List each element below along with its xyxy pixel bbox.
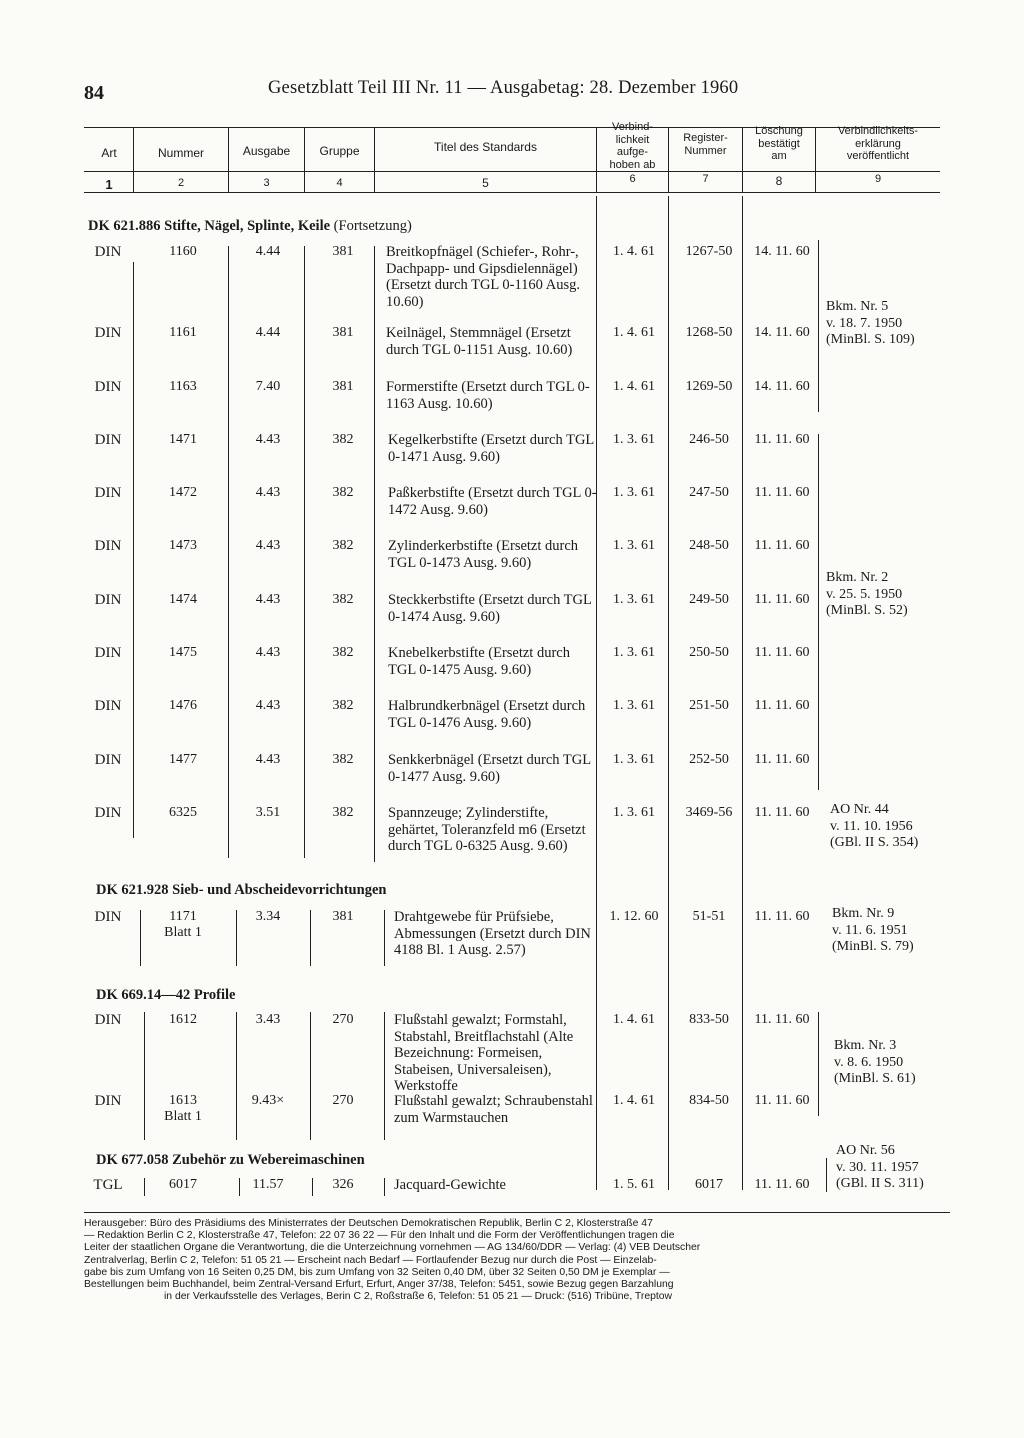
footer-line: Leiter der staatlichen Organe die Verantwortung, die die Unterzeichnung vornehmen — AG 134/60/DDR — Verlag: (4) VEB Deutscher xyxy=(84,1242,701,1254)
footer-line: Zentralverlag, Berlin C 2, Telefon: 51 05 21 — Erscheint nach Bedarf — Fortlaufender Bezug nur durch die Post — Einzelab- xyxy=(84,1254,657,1266)
row-aufgehoben: 1. 4. 61 xyxy=(613,379,655,394)
row-nummer: 1476 xyxy=(169,698,197,713)
imprint-footer xyxy=(84,1218,950,1303)
row-loeschung: 14. 11. 60 xyxy=(754,379,810,394)
row-nummer: 1473 xyxy=(169,538,197,553)
footer-line: in der Verkaufsstelle des Verlages, Berin C 2, Roßstraße 6, Telefon: 51 05 21 — Druck: (516) Tribüne, Treptow xyxy=(164,1291,673,1303)
row-aufgehoben: 1. 3. 61 xyxy=(613,698,655,713)
note-line: Bkm. Nr. 5 xyxy=(826,299,889,314)
col-header-verbindlichkeit: Verbindlichkeits- erklärung veröffentlicht xyxy=(837,125,919,162)
note-line: (MinBl. S. 109) xyxy=(826,332,915,347)
row-aufgehoben: 1. 4. 61 xyxy=(613,244,655,259)
row-art: DIN xyxy=(94,698,122,714)
row-art: DIN xyxy=(94,1012,122,1028)
col-header-aufgehoben: Verbind- lichkeit aufge- hoben ab xyxy=(609,121,656,171)
note-block xyxy=(826,570,908,620)
row-aufgehoben: 1. 3. 61 xyxy=(613,805,655,820)
col-header-gruppe: Gruppe xyxy=(319,144,360,158)
row-ausgabe: 9.43× xyxy=(251,1093,285,1108)
row-ausgabe: 7.40 xyxy=(255,379,281,394)
row-aufgehoben: 1. 3. 61 xyxy=(613,645,655,660)
row-nummer: 1161 xyxy=(169,325,197,340)
row-gruppe: 326 xyxy=(332,1177,354,1192)
row-title: Paßkerbstifte (Ersetzt durch TGL 0-1472 Ausg. 9.60) xyxy=(388,485,597,518)
row-gruppe: 382 xyxy=(332,432,354,447)
note-line: v. 18. 7. 1950 xyxy=(826,315,903,331)
row-loeschung: 11. 11. 60 xyxy=(754,645,810,660)
note-line: (GBl. II S. 354) xyxy=(830,835,919,850)
row-register: 252-50 xyxy=(689,752,729,767)
row-nummer: 1471 xyxy=(169,432,197,447)
page-title: Gesetzblatt Teil III Nr. 11 — Ausgabetag: 28. Dezember 1960 xyxy=(268,78,739,98)
row-nummer: 1613 Blatt 1 xyxy=(164,1093,202,1124)
row-gruppe: 382 xyxy=(332,592,354,607)
note-line: Bkm. Nr. 3 xyxy=(834,1038,897,1053)
col-number: 5 xyxy=(482,176,489,190)
note-block xyxy=(834,1038,916,1088)
row-art: DIN xyxy=(94,379,122,395)
column-rule xyxy=(384,910,385,966)
column-rule xyxy=(228,246,229,858)
note-block xyxy=(836,1143,924,1193)
footer-rule xyxy=(84,1212,950,1213)
row-register: 6017 xyxy=(695,1177,723,1192)
section-suffix: (Fortsetzung) xyxy=(330,218,412,234)
row-nummer: 1472 xyxy=(169,485,197,500)
note-line: AO Nr. 44 xyxy=(830,802,889,817)
col-header-ausgabe: Ausgabe xyxy=(242,144,291,158)
column-rule xyxy=(304,246,305,858)
row-nummer: 1163 xyxy=(169,379,197,394)
row-title: Steckkerbstifte (Ersetzt durch TGL 0-1474 Ausg. 9.60) xyxy=(388,592,592,625)
column-rule xyxy=(374,246,375,862)
row-gruppe: 382 xyxy=(332,752,354,767)
row-aufgehoben: 1. 4. 61 xyxy=(613,1012,655,1027)
note-block xyxy=(826,299,915,349)
note-block xyxy=(832,906,914,956)
col-number: 8 xyxy=(775,174,783,188)
row-aufgehoben: 1. 4. 61 xyxy=(613,325,655,340)
row-aufgehoben: 1. 3. 61 xyxy=(613,485,655,500)
header-bottom-rule xyxy=(84,192,940,193)
row-loeschung: 11. 11. 60 xyxy=(754,538,810,553)
row-loeschung: 11. 11. 60 xyxy=(754,752,810,767)
row-aufgehoben: 1. 3. 61 xyxy=(613,538,655,553)
row-ausgabe: 4.43 xyxy=(255,592,281,607)
row-title: Flußstahl gewalzt; Schraubenstahl zum Warmstauchen xyxy=(394,1093,593,1126)
note-line: (MinBl. S. 61) xyxy=(834,1071,916,1086)
row-title: Jacquard-Gewichte xyxy=(394,1177,506,1193)
row-ausgabe: 4.43 xyxy=(255,538,281,553)
row-title: Senkkerbnägel (Ersetzt durch TGL 0-1477 Ausg. 9.60) xyxy=(388,752,591,785)
row-title: Spannzeuge; Zylinderstifte, gehärtet, Toleranzfeld m6 (Ersetzt durch TGL 0-6325 Ausg. 9.60) xyxy=(388,805,586,854)
row-art: DIN xyxy=(94,645,122,661)
row-aufgehoben: 1. 3. 61 xyxy=(613,592,655,607)
note-line: v. 8. 6. 1950 xyxy=(834,1054,904,1070)
column-rule xyxy=(310,910,311,966)
section-code: DK 621.886 Stifte, Nägel, Splinte, Keile xyxy=(88,218,331,234)
note-line: v. 25. 5. 1950 xyxy=(826,586,903,602)
row-nummer: 1475 xyxy=(169,645,197,660)
column-rule xyxy=(384,1012,385,1140)
row-art: DIN xyxy=(94,325,122,341)
row-ausgabe: 4.44 xyxy=(255,325,281,340)
row-art: DIN xyxy=(94,244,122,260)
row-gruppe: 382 xyxy=(332,698,354,713)
col-header-art: Art xyxy=(101,146,117,160)
row-loeschung: 11. 11. 60 xyxy=(754,1012,810,1027)
row-register: 247-50 xyxy=(689,485,729,500)
row-register: 250-50 xyxy=(689,645,729,660)
row-register: 833-50 xyxy=(689,1012,729,1027)
col-number: 1 xyxy=(105,177,113,192)
row-loeschung: 14. 11. 60 xyxy=(754,244,810,259)
row-title: Knebelkerbstifte (Ersetzt durch TGL 0-1475 Ausg. 9.60) xyxy=(388,645,570,678)
note-line: v. 30. 11. 1957 xyxy=(836,1159,919,1175)
footer-line: gabe bis zum Umfang von 16 Seiten 0,25 DM, bis zum Umfang von 32 Seiten 0,40 DM, über 32 Seiten 0,50 DM je Exemplar — xyxy=(84,1266,670,1278)
row-register: 1268-50 xyxy=(685,325,733,340)
footer-line: — Redaktion Berlin C 2, Klosterstraße 47, Telefon: 22 07 36 22 — Für den Inhalt und die Form der Veröffentlichungen tragen die xyxy=(84,1230,675,1242)
row-gruppe: 270 xyxy=(332,1012,354,1027)
row-loeschung: 11. 11. 60 xyxy=(754,592,810,607)
section-code: DK 677.058 Zubehör zu Webereimaschinen xyxy=(96,1152,365,1168)
row-gruppe: 381 xyxy=(332,909,354,924)
column-rule xyxy=(742,196,743,1190)
row-register: 51-51 xyxy=(692,909,726,924)
row-aufgehoben: 1. 3. 61 xyxy=(613,752,655,767)
row-register: 248-50 xyxy=(689,538,729,553)
row-ausgabe: 3.51 xyxy=(255,805,281,820)
row-art: DIN xyxy=(94,752,122,768)
row-gruppe: 382 xyxy=(332,485,354,500)
row-gruppe: 270 xyxy=(332,1093,354,1108)
note-line: Bkm. Nr. 9 xyxy=(832,906,895,921)
col-header-register: Register- Nummer xyxy=(683,132,728,157)
row-gruppe: 381 xyxy=(332,325,354,340)
section-code: DK 621.928 Sieb- und Abscheidevorrichtungen xyxy=(96,882,387,898)
col-number: 6 xyxy=(629,173,636,185)
col-header-loeschung: Löschung bestätigt am xyxy=(755,125,803,162)
row-art: DIN xyxy=(94,538,122,554)
row-nummer: 1612 xyxy=(169,1012,197,1027)
row-ausgabe: 4.43 xyxy=(255,485,281,500)
row-nummer: 6325 xyxy=(169,805,197,820)
row-loeschung: 11. 11. 60 xyxy=(754,909,810,924)
row-title: Formerstifte (Ersetzt durch TGL 0-1163 Ausg. 10.60) xyxy=(386,379,590,412)
column-rule xyxy=(310,1012,311,1140)
header-mid-rule xyxy=(84,171,940,172)
row-register: 249-50 xyxy=(689,592,729,607)
row-loeschung: 11. 11. 60 xyxy=(754,432,810,447)
col-number: 3 xyxy=(263,177,270,189)
note-block xyxy=(830,802,918,852)
group-brace xyxy=(818,434,823,790)
row-ausgabe: 4.43 xyxy=(255,432,281,447)
row-gruppe: 381 xyxy=(332,244,354,259)
row-ausgabe: 3.34 xyxy=(255,909,281,924)
row-gruppe: 382 xyxy=(332,805,354,820)
column-rule xyxy=(133,262,134,838)
column-rule xyxy=(668,196,669,1190)
col-header-titel: Titel des Standards xyxy=(434,140,537,154)
row-register: 1267-50 xyxy=(685,244,733,259)
section-heading xyxy=(96,1152,365,1169)
col-number: 2 xyxy=(177,177,185,189)
note-line: AO Nr. 56 xyxy=(836,1143,895,1158)
row-ausgabe: 4.43 xyxy=(255,698,281,713)
section-heading xyxy=(88,218,412,235)
row-aufgehoben: 1. 5. 61 xyxy=(613,1177,655,1192)
column-rule xyxy=(384,1178,385,1196)
page-number: 84 xyxy=(84,82,104,104)
section-code: DK 669.14—42 Profile xyxy=(96,987,236,1003)
row-nummer: 1477 xyxy=(169,752,197,767)
note-line: v. 11. 6. 1951 xyxy=(832,922,908,938)
row-aufgehoben: 1. 12. 60 xyxy=(609,909,659,924)
row-loeschung: 11. 11. 60 xyxy=(754,485,810,500)
row-ausgabe: 3.43 xyxy=(255,1012,281,1027)
section-heading xyxy=(96,987,235,1004)
row-register: 251-50 xyxy=(689,698,729,713)
row-title: Zylinderkerbstifte (Ersetzt durch TGL 0-1473 Ausg. 9.60) xyxy=(388,538,579,571)
col-number: 9 xyxy=(874,173,882,185)
group-brace xyxy=(818,240,823,412)
section-heading xyxy=(96,882,386,899)
row-art: DIN xyxy=(94,485,122,501)
row-art: DIN xyxy=(94,805,122,821)
note-line: (MinBl. S. 79) xyxy=(832,939,914,954)
row-art: TGL xyxy=(93,1177,123,1193)
row-register: 3469-56 xyxy=(685,805,733,820)
row-title: Flußstahl gewalzt; Formstahl, Stabstahl, Breitflachstahl (Alte Bezeichnung: Formeisen, Stabeisen, Universaleisen), Werkstoffe xyxy=(394,1012,574,1094)
row-nummer: 1474 xyxy=(169,592,197,607)
row-loeschung: 11. 11. 60 xyxy=(754,698,810,713)
row-title: Drahtgewebe für Prüfsiebe, Abmessungen (Ersetzt durch DIN 4188 Bl. 1 Ausg. 2.57) xyxy=(394,909,591,958)
row-nummer: 1171 Blatt 1 xyxy=(164,909,202,940)
row-art: DIN xyxy=(94,432,122,448)
col-number: 7 xyxy=(702,173,709,185)
row-gruppe: 382 xyxy=(332,645,354,660)
footer-line: Herausgeber: Büro des Präsidiums des Ministerrates der Deutschen Demokratischen Republik, Berlin C 2, Klosterstraße 47 xyxy=(84,1218,653,1229)
row-art: DIN xyxy=(94,592,122,608)
row-title: Breitkopfnägel (Schiefer-, Rohr-, Dachpapp- und Gipsdielennägel) (Ersetzt durch TGL 0-1160 Ausg. 10.60) xyxy=(386,244,580,310)
footer-line: Bestellungen beim Buchhandel, beim Zentral-Versand Erfurt, Erfurt, Anger 37/38, Telefon: 5451, sowie Bezug gegen Barzahlung xyxy=(84,1279,674,1291)
row-gruppe: 382 xyxy=(332,538,354,553)
note-line: (GBl. II S. 311) xyxy=(836,1176,924,1191)
row-loeschung: 11. 11. 60 xyxy=(754,805,810,820)
note-line: (MinBl. S. 52) xyxy=(826,603,908,618)
note-line: Bkm. Nr. 2 xyxy=(826,570,889,585)
row-ausgabe: 4.44 xyxy=(255,244,281,259)
row-nummer: 6017 xyxy=(169,1177,197,1192)
row-art: DIN xyxy=(94,909,122,925)
row-aufgehoben: 1. 4. 61 xyxy=(613,1093,655,1108)
group-brace xyxy=(818,1012,823,1116)
column-rule xyxy=(826,1158,827,1192)
row-ausgabe: 4.43 xyxy=(255,645,281,660)
column-rule xyxy=(236,1012,237,1140)
row-register: 1269-50 xyxy=(685,379,733,394)
row-ausgabe: 11.57 xyxy=(252,1177,284,1192)
row-loeschung: 14. 11. 60 xyxy=(754,325,810,340)
row-register: 834-50 xyxy=(689,1093,729,1108)
row-loeschung: 11. 11. 60 xyxy=(754,1177,810,1192)
row-title: Kegelkerbstifte (Ersetzt durch TGL 0-1471 Ausg. 9.60) xyxy=(388,432,594,465)
row-title: Keilnägel, Stemmnägel (Ersetzt durch TGL 0-1151 Ausg. 10.60) xyxy=(386,325,573,358)
row-register: 246-50 xyxy=(689,432,729,447)
row-aufgehoben: 1. 3. 61 xyxy=(613,432,655,447)
note-line: v. 11. 10. 1956 xyxy=(830,818,913,834)
row-title: Halbrundkerbnägel (Ersetzt durch TGL 0-1476 Ausg. 9.60) xyxy=(388,698,586,731)
row-loeschung: 11. 11. 60 xyxy=(754,1093,810,1108)
row-gruppe: 381 xyxy=(332,379,354,394)
row-art: DIN xyxy=(94,1093,122,1109)
col-number: 4 xyxy=(336,177,343,189)
row-ausgabe: 4.43 xyxy=(255,752,281,767)
col-header-nummer: Nummer xyxy=(157,146,204,160)
row-nummer: 1160 xyxy=(169,244,197,259)
